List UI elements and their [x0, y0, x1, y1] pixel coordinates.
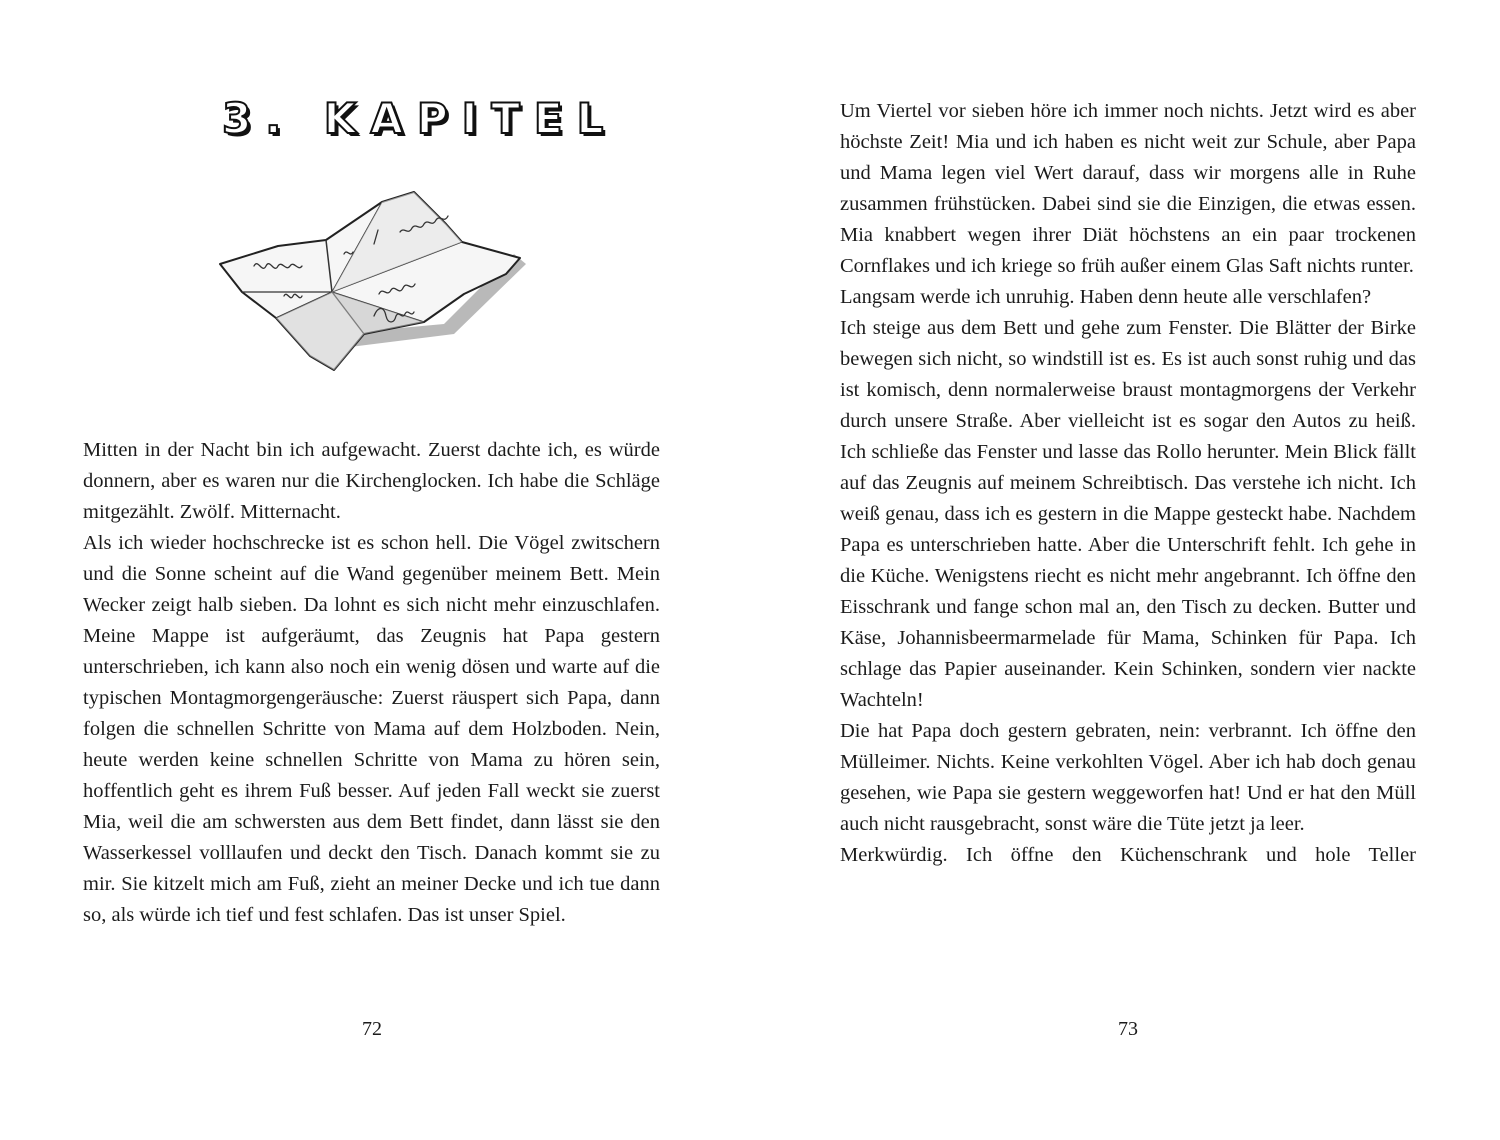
right-page-body	[840, 96, 1416, 871]
paragraph: Mitten in der Nacht bin ich aufgewacht. Zuerst dachte ich, es würde donnern, aber es waren nur die Kirchenglocken. Ich habe die Schläge mitgezählt. Zwölf. Mitternacht.	[83, 439, 660, 523]
chapter-heading: 3. KAPITEL	[222, 94, 618, 143]
paragraph: Ich steige aus dem Bett und gehe zum Fenster. Die Blätter der Birke bewegen sich nicht, so windstill ist es. Es ist auch sonst ruhig und das ist komisch, denn normalerweise braust montagmorgens der Verkehr durch unsere Straße. Aber vielleicht ist es sogar den Autos zu heiß. Ich schließe das Fenster und lasse das Rollo herunter. Mein Blick fällt auf das Zeugnis auf meinem Schreibtisch. Das verstehe ich nicht. Ich weiß genau, dass ich es gestern in die Mappe gesteckt habe. Nachdem Papa es unterschrieben hatte. Aber die Unterschrift fehlt. Ich gehe in die Küche. Wenigstens riecht es nicht mehr angebrannt. Ich öffne den Eisschrank und fange schon mal an, den Tisch zu decken. Butter und Käse, Johannisbeermarmelade für Mama, Schinken für Papa. Ich schlage das Papier auseinander. Kein Schinken, sondern vier nackte Wachteln!	[840, 317, 1416, 711]
page-number: 72	[362, 1018, 382, 1040]
page-number: 73	[1118, 1018, 1138, 1040]
paragraph: Die hat Papa doch gestern gebraten, nein: verbrannt. Ich öffne den Mülleimer. Nichts. Keine verkohlten Vögel. Aber ich hab doch genau gesehen, wie Papa sie gestern weggeworfen hat! Und er hat den Müll auch nicht rausgebracht, sonst wäre die Tüte jetzt ja leer.	[840, 720, 1416, 835]
paragraph: Um Viertel vor sieben höre ich immer noch nichts. Jetzt wird es aber höchste Zeit! Mia und ich haben es nicht weit zur Schule, aber Papa und Mama legen viel Wert darauf, dass wir morgens alle in Ruhe zusammen frühstücken. Dabei sind sie die Einzigen, die etwas essen. Mia knabbert wegen ihrer Diät höchstens an ein paar trockenen Cornflakes und ich kriege so früh außer einem Glas Saft nichts runter.	[840, 100, 1416, 277]
paragraph: Langsam werde ich unruhig. Haben denn heute alle verschlafen?	[840, 286, 1372, 308]
left-page-body	[83, 435, 660, 931]
paragraph: Merkwürdig. Ich öffne den Küchenschrank und hole Teller	[840, 844, 1416, 866]
folded-letter-illustration	[214, 184, 528, 378]
right-page	[750, 0, 1500, 1140]
paragraph: Als ich wieder hochschrecke ist es schon hell. Die Vögel zwitschern und die Sonne scheint auf die Wand gegenüber meinem Bett. Mein Wecker zeigt halb sieben. Da lohnt es sich nicht mehr einzuschlafen. Meine Mappe ist aufgeräumt, das Zeugnis hat Papa gestern unterschrieben, ich kann also noch ein wenig dösen und warte auf die typischen Montagmorgengeräusche: Zuerst räuspert sich Papa, dann folgen die schnellen Schritte von Mama auf dem Holzboden. Nein, heute werden keine schnellen Schritte von Mama zu hören sein, hoffentlich geht es ihrem Fuß besser. Auf jeden Fall weckt sie zuerst Mia, weil die am schwersten aus dem Bett findet, dann lässt sie den Wasserkessel volllaufen und deckt den Tisch. Danach kommt sie zu mir. Sie kitzelt mich am Fuß, zieht an meiner Decke und ich tue dann so, als würde ich tief und fest schlafen. Das ist unser Spiel.	[83, 532, 660, 926]
